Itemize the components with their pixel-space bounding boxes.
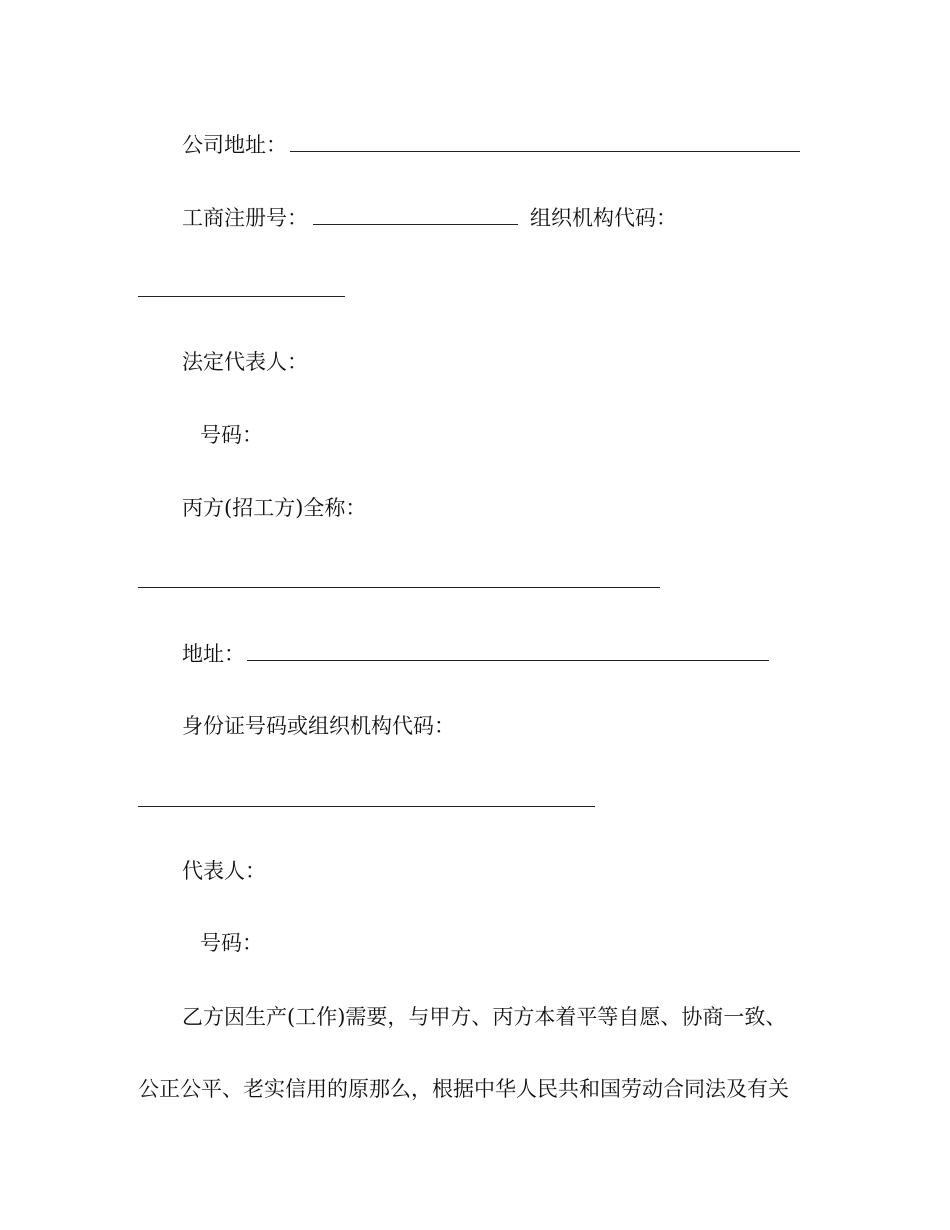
representative-row (182, 857, 266, 885)
business-reg-label: 工商注册号： (182, 206, 308, 230)
company-address-label: 公司地址： (182, 133, 287, 157)
phone-row-1 (200, 421, 263, 449)
address-row (182, 640, 245, 668)
party-c-name-label: 丙方(招工方)全称： (182, 496, 367, 520)
address-label: 地址： (182, 642, 245, 666)
id-org-code-row (182, 712, 455, 740)
company-address-row (182, 131, 287, 159)
phone-label-2: 号码： (200, 931, 263, 955)
org-code-row (530, 204, 677, 232)
org-code-input-line[interactable] (138, 296, 345, 297)
org-code-label: 组织机构代码： (530, 206, 677, 230)
representative-label: 代表人： (182, 859, 266, 883)
business-reg-input-line[interactable] (313, 224, 518, 225)
paragraph-line-2: 公正公平、老实信用的原那么，根据中华人民共和国劳动合同法及有关 (138, 1077, 789, 1101)
legal-rep-label: 法定代表人： (182, 350, 308, 374)
company-address-input-line[interactable] (290, 151, 800, 152)
address-input-line[interactable] (247, 660, 769, 661)
legal-rep-row (182, 348, 308, 376)
business-reg-row (182, 204, 308, 232)
id-org-code-label: 身份证号码或组织机构代码： (182, 714, 455, 738)
party-c-name-row (182, 494, 366, 522)
phone-label-1: 号码： (200, 423, 263, 447)
paragraph-line-1: 乙方因生产(工作)需要，与甲方、丙方本着平等自愿、协商一致、 (182, 1005, 787, 1029)
party-c-name-input-line[interactable] (138, 587, 660, 588)
id-org-code-input-line[interactable] (138, 806, 595, 807)
phone-row-2 (200, 929, 263, 957)
